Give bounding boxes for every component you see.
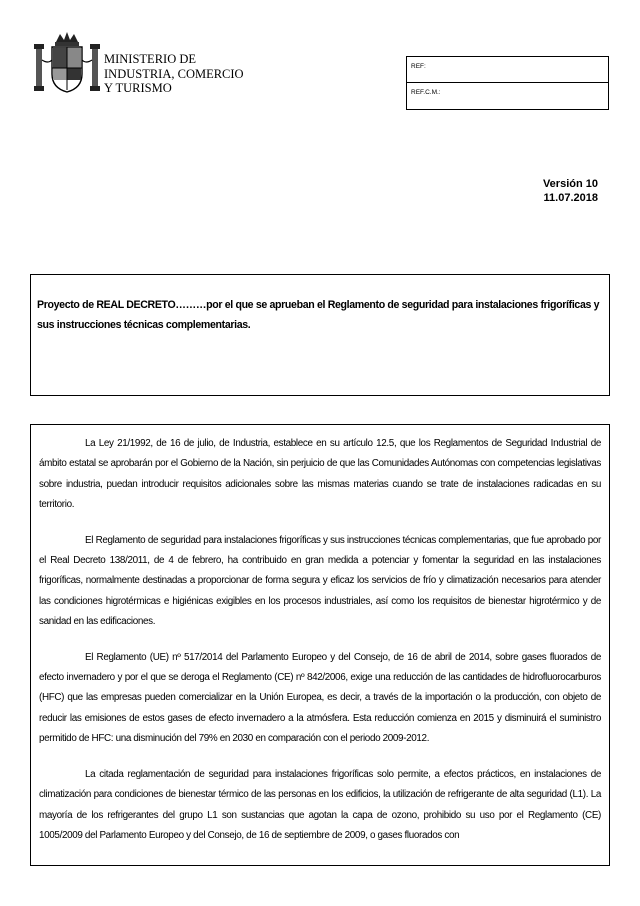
version-date: 11.07.2018: [543, 192, 598, 204]
body-paragraph-3: El Reglamento (UE) nº 517/2014 del Parlamento Europeo y del Consejo, de 16 de abril de 2014, sobre gases fluorados de efecto invernadero y por el que se deroga el Reglamento (CE) nº 842/2006, exige una reducción de las cantidades de hidrofluorocarburos (HFC) que las empresas pueden comercializar en la Unión Europea, es decir, a través de la importación o la producción, con objeto de reducir las emisiones de estos gases de efecto invernadero a la atmósfera. Esta reducción comienza en 2015 y disminuirá el suministro permitido de HFC: una disminución del 79% en 2030 en comparación con el periodo 2009-2012.: [39, 651, 601, 745]
body-paragraph-4: La citada reglamentación de seguridad para instalaciones frigoríficas solo permite, a efectos prácticos, en instalaciones de climatización para condiciones de bienestar térmico de las personas en los edificios, la utilización de refrigerante de alta seguridad (L1). La mayoría de los refrigerantes del grupo L1 son sustancias que agotan la capa de ozono, prohibido su uso por el Reglamento (CE) 1005/2009 del Parlamento Europeo y del Consejo, de 16 de septiembre de 2009, o gases fluorados con: [39, 768, 601, 841]
ref-field: REF:: [407, 57, 608, 83]
version-label: Versión 10: [542, 178, 598, 190]
coat-of-arms-icon: [32, 30, 102, 96]
body-paragraph-2: El Reglamento de seguridad para instalaciones frigoríficas y sus instrucciones técnicas complementarias, que fue aprobado por el Real Decreto 138/2011, de 4 de febrero, ha contribuido en gran medida a potenciar y fomentar la seguridad en las instalaciones frigoríficas, normalmente destinadas a proporcionar de forma segura y eficaz los servicios de frío y climatización necesarios para atender las condiciones higrotérmicas e higiénicas exigibles en los procesos industriales, así como los requisitos de bienestar higrotérmico y de sanidad en las edificaciones.: [39, 534, 601, 628]
title-box: [30, 274, 610, 396]
ministry-line-3: Y TURISMO: [104, 81, 172, 95]
refcm-field: REF.C.M.:: [411, 89, 441, 96]
ministry-name: [104, 52, 244, 96]
document-title: Proyecto de REAL DECRETO………por el que se aprueban el Reglamento de seguridad para instalaciones frigoríficas y sus instrucciones técnicas complementarias.: [37, 299, 600, 331]
ministry-line-1: MINISTERIO DE: [104, 52, 197, 66]
ministry-line-2: INDUSTRIA, COMERCIO: [104, 66, 244, 81]
version-info: [543, 177, 598, 205]
body-text-box: [30, 424, 610, 866]
reference-box: [406, 56, 609, 110]
body-paragraph-1: La Ley 21/1992, de 16 de julio, de Industria, establece en su artículo 12.5, que los Reglamentos de Seguridad Industrial de ámbito estatal se aprobarán por el Gobierno de la Nación, sin perjuicio de que las Comunidades Autónomas con competencias legislativas sobre industria, puedan introducir requisitos adicionales sobre las mismas materias cuando se trate de instalaciones radicadas en su territorio.: [39, 438, 601, 511]
